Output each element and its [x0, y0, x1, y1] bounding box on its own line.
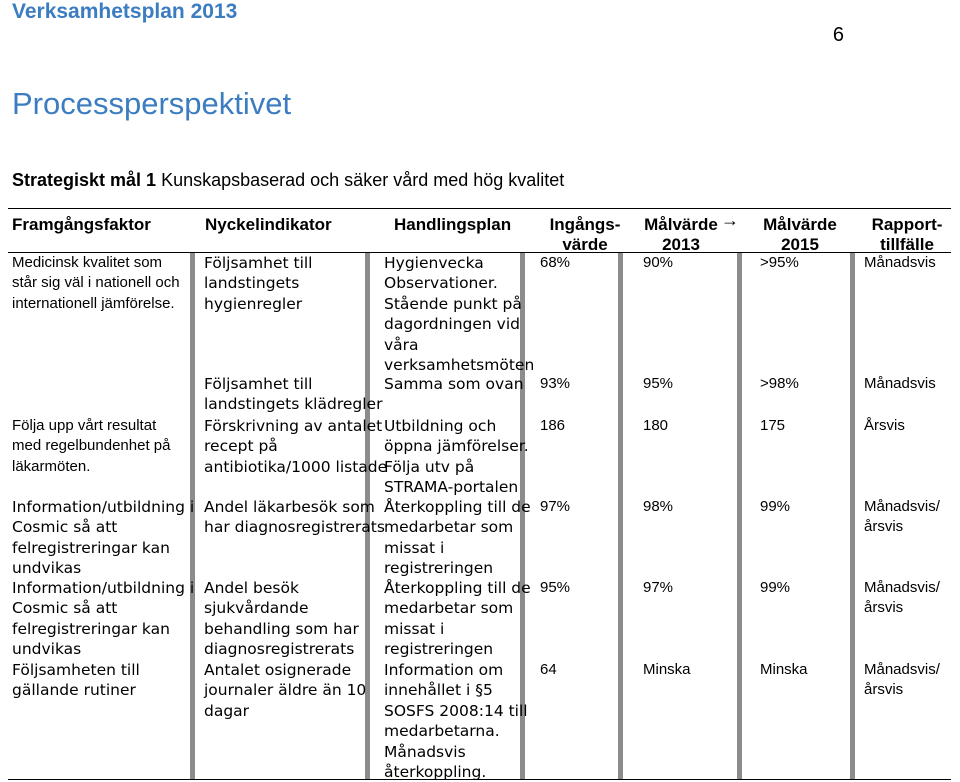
- row2-plan: [384, 374, 524, 394]
- row5-rapport-line: Månadsvis/: [864, 579, 940, 596]
- row5-faktor: [12, 578, 194, 660]
- row4-mal2013: 98%: [643, 498, 674, 515]
- row5-mal2015: 99%: [760, 579, 791, 596]
- strategic-goal-label: Strategiskt mål 1: [12, 170, 157, 190]
- row5-faktor-line: Cosmic så att: [12, 599, 118, 618]
- row3-faktor: [12, 416, 170, 477]
- arrow-right-icon: →: [721, 210, 739, 230]
- row1-mal2015: >95%: [760, 254, 799, 271]
- strategic-goal-text: Kunskapsbaserad och säker vård med hög kvalitet: [156, 170, 565, 190]
- row6-ingang: 64: [540, 661, 557, 678]
- row5-plan-line: missat i: [384, 619, 445, 638]
- row5-plan-line: registreringen: [384, 640, 494, 659]
- header-ingangsvarde-line1: Ingångs-: [549, 215, 621, 234]
- row4-faktor-line: Information/utbildning i: [12, 498, 195, 516]
- row1-plan-line: Observationer.: [384, 274, 498, 293]
- row3-plan-line: öppna jämförelser.: [384, 437, 529, 456]
- row6-plan-line: innehållet i §5: [384, 681, 493, 700]
- row6-indikator: [204, 660, 366, 721]
- row3-plan-line: Följa utv på: [384, 457, 475, 476]
- row4-rapport-line: Månadsvis/: [864, 498, 940, 515]
- row6-plan: [384, 660, 528, 782]
- row1-mal2013: 90%: [643, 254, 674, 271]
- row5-mal2013: 97%: [643, 579, 674, 596]
- row5-indikator-line: Andel besök: [204, 579, 299, 597]
- header-handlingsplan: Handlingsplan: [394, 215, 512, 234]
- row2-indikator-line: landstingets klädregler: [204, 395, 383, 414]
- row6-mal2013: Minska: [643, 661, 691, 678]
- header-rapporttillfalle-line1: Rapport-: [871, 215, 943, 234]
- row2-rapport: [864, 374, 936, 394]
- row5-indikator: [204, 578, 359, 660]
- row3-ingang: 186: [540, 417, 566, 434]
- row4-rapport: [864, 497, 940, 538]
- row1-rapport: [864, 253, 936, 273]
- row2-indikator-line: Följsamhet till: [204, 375, 313, 393]
- header-malvarde-2013-line1: Målvärde: [644, 215, 718, 234]
- header-malvarde-2015: [755, 215, 845, 255]
- header-ingangsvarde: [540, 215, 630, 255]
- row4-indikator-line: har diagnosregistrerats: [204, 518, 385, 537]
- row1-indikator-line: landstingets: [204, 274, 300, 293]
- row6-faktor: [12, 660, 140, 701]
- row4-plan-line: Återkoppling till de: [384, 498, 531, 516]
- row6-plan-line: Information om: [384, 661, 504, 679]
- table-top-rule: [8, 208, 951, 209]
- row3-indikator-line: recept på: [204, 437, 278, 456]
- page-number: 6: [832, 24, 844, 46]
- row1-plan-line: Stående punkt på: [384, 294, 522, 313]
- row2-ingang: 93%: [540, 375, 571, 392]
- row5-plan: [384, 578, 531, 660]
- row3-mal2015: 175: [760, 417, 786, 434]
- row2-mal2013: 95%: [643, 375, 674, 392]
- row5-indikator-line: behandling som har: [204, 619, 359, 638]
- row5-faktor-line: felregistreringar kan: [12, 619, 170, 638]
- row3-rapport-line: Årsvis: [864, 417, 905, 434]
- row3-indikator-line: antibiotika/1000 listade: [204, 457, 388, 476]
- row6-rapport-line: Månadsvis/: [864, 661, 940, 678]
- row4-plan-line: missat i: [384, 538, 445, 557]
- row3-faktor-line: läkarmöten.: [12, 457, 91, 475]
- document-header-title: Verksamhetsplan 2013: [12, 0, 238, 23]
- row6-mal2015: Minska: [760, 661, 808, 678]
- section-title: Processperspektivet: [12, 86, 292, 121]
- row4-faktor-line: undvikas: [12, 559, 82, 578]
- row3-plan: [384, 416, 529, 498]
- row5-indikator-line: sjukvårdande: [204, 599, 309, 618]
- row4-plan-line: medarbetar som: [384, 518, 514, 537]
- row6-plan-line: återkoppling.: [384, 763, 487, 782]
- row1-faktor-line: internationell jämförelse.: [12, 294, 175, 312]
- row3-indikator-line: Förskrivning av antalet: [204, 417, 383, 435]
- row5-faktor-line: undvikas: [12, 640, 82, 659]
- row5-ingang: 95%: [540, 579, 571, 596]
- row5-faktor-line: Information/utbildning i: [12, 579, 195, 597]
- row1-plan-line: dagordningen vid: [384, 315, 520, 334]
- row6-indikator-line: Antalet osignerade: [204, 661, 352, 679]
- row4-indikator: [204, 497, 385, 538]
- row4-mal2015: 99%: [760, 498, 791, 515]
- row3-mal2013: 180: [643, 417, 669, 434]
- row3-plan-line: STRAMA-portalen: [384, 478, 519, 497]
- row6-indikator-line: dagar: [204, 701, 250, 720]
- row6-plan-line: medarbetarna.: [384, 722, 500, 741]
- row1-indikator-line: hygienregler: [204, 294, 303, 313]
- row4-plan: [384, 497, 531, 579]
- row1-faktor: [12, 253, 180, 314]
- row4-indikator-line: Andel läkarbesök som: [204, 498, 375, 516]
- header-nyckelindikator: Nyckelindikator: [205, 215, 332, 234]
- row1-plan: [384, 253, 534, 375]
- row4-faktor-line: felregistreringar kan: [12, 538, 170, 557]
- separator-6: [850, 253, 855, 779]
- row1-plan-line: verksamhetsmöten: [384, 356, 535, 375]
- row6-rapport: [864, 660, 940, 701]
- row1-faktor-line: Medicinsk kvalitet som: [12, 254, 163, 271]
- row6-faktor-line: Följsamheten till: [12, 661, 140, 679]
- row1-rapport-line: Månadsvis: [864, 254, 936, 271]
- row1-indikator-line: Följsamhet till: [204, 254, 313, 272]
- row3-faktor-line: med regelbundenhet på: [12, 437, 171, 455]
- row1-plan-line: Hygienvecka: [384, 254, 484, 272]
- row2-mal2015: >98%: [760, 375, 799, 392]
- row2-indikator: [204, 374, 382, 415]
- row5-plan-line: medarbetar som: [384, 599, 514, 618]
- row3-faktor-line: Följa upp vårt resultat: [12, 417, 157, 434]
- row1-indikator: [204, 253, 313, 314]
- row6-indikator-line: journaler äldre än 10: [204, 681, 367, 700]
- row6-plan-line: SOSFS 2008:14 till: [384, 701, 528, 720]
- row3-rapport: [864, 416, 905, 436]
- row6-rapport-line: årsvis: [864, 681, 904, 699]
- row1-faktor-line: står sig väl i nationell och: [12, 274, 180, 292]
- row3-plan-line: Utbildning och: [384, 417, 497, 435]
- header-malvarde-2013: [636, 215, 726, 255]
- header-ingangsvarde-line2: värde: [562, 235, 608, 254]
- header-rapporttillfalle: [862, 215, 952, 255]
- strategic-goal: [12, 170, 564, 191]
- row4-faktor-line: Cosmic så att: [12, 518, 118, 537]
- header-framgangsfaktor: Framgångsfaktor: [12, 215, 151, 234]
- row3-indikator: [204, 416, 387, 477]
- row1-ingang: 68%: [540, 254, 571, 271]
- header-malvarde-2013-line2: 2013: [662, 235, 700, 254]
- row4-faktor: [12, 497, 194, 579]
- row4-plan-line: registreringen: [384, 559, 494, 578]
- row5-indikator-line: diagnosregistrerats: [204, 640, 355, 659]
- row2-rapport-line: Månadsvis: [864, 375, 936, 392]
- row2-plan-line: Samma som ovan: [384, 375, 524, 393]
- row4-ingang: 97%: [540, 498, 571, 515]
- row4-rapport-line: årsvis: [864, 518, 904, 536]
- row5-rapport-line: årsvis: [864, 599, 904, 617]
- separator-5: [737, 253, 742, 779]
- row6-faktor-line: gällande rutiner: [12, 681, 136, 700]
- separator-4: [618, 253, 623, 779]
- row6-plan-line: Månadsvis: [384, 742, 466, 761]
- row1-plan-line: våra: [384, 335, 419, 354]
- header-malvarde-2015-line2: 2015: [781, 235, 819, 254]
- header-rapporttillfalle-line2: tillfälle: [880, 235, 934, 254]
- row5-plan-line: Återkoppling till de: [384, 579, 531, 597]
- row5-rapport: [864, 578, 940, 619]
- header-malvarde-2015-line1: Målvärde: [763, 215, 837, 234]
